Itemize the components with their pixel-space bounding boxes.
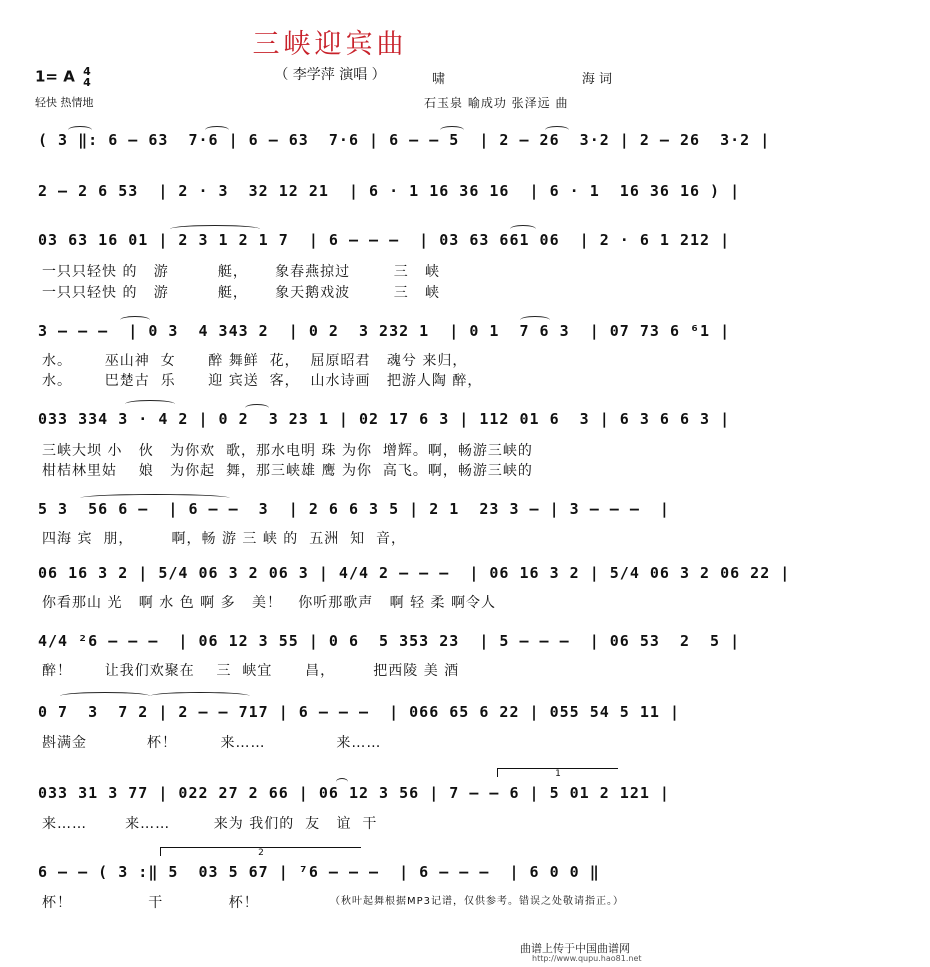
slur-mark bbox=[170, 225, 260, 233]
lyric-row-5a: 三峡大坝 小 伙 为你欢 歌，那水电明 珠 为你 增辉。啊，畅游三峡的 bbox=[42, 443, 533, 459]
slur-mark bbox=[520, 316, 550, 324]
footer-credit bbox=[520, 940, 642, 963]
tempo-marking: 轻快 热情地 bbox=[35, 96, 94, 109]
score-row-11: 6 – – ( 3 :‖ 5 03 5 67 | ⁷6 – – – | 6 – – – | 6 0 0 ‖ bbox=[38, 863, 600, 881]
score-row-3: 03 63 16 01 | 2 3 1 2 1 7 | 6 – – – | 03 63 661 06 | 2 · 6 1 212 | bbox=[38, 231, 731, 249]
score-row-8: 4/4 ²6 – – – | 06 12 3 55 | 0 6 5 353 23 | 5 – – – | 06 53 2 5 | bbox=[38, 632, 741, 650]
slur-mark bbox=[68, 126, 92, 134]
score-row-9: 0 7 3 7 2 | 2 – – 717 | 6 – – – | 066 65 6 22 | 055 54 5 11 | bbox=[38, 703, 680, 721]
time-signature bbox=[83, 66, 91, 88]
slur-mark bbox=[510, 225, 536, 233]
slur-mark bbox=[150, 692, 250, 700]
lyric-row-4a: 水。 巫山神 女 醉 舞鲜 花， 屈原昭君 魂兮 来归， bbox=[42, 353, 468, 369]
slur-mark bbox=[60, 692, 150, 700]
lyric-row-7: 你看那山 光 啊 水 色 啊 多 美！ 你听那歌声 啊 轻 柔 啊令人 bbox=[42, 595, 497, 611]
score-row-7: 06 16 3 2 | 5/4 06 3 2 06 3 | 4/4 2 – – – | 06 16 3 2 | 5/4 06 3 2 06 22 | bbox=[38, 564, 791, 582]
lyric-row-10: 来…… 来…… 来为 我们的 友 谊 干 bbox=[42, 816, 378, 832]
score-row-1: ( 3 ‖: 6 – 63 7·6 | 6 – 63 7·6 | 6 – – 5 | 2 – 26 3·2 | 2 – 26 3·2 | bbox=[38, 131, 771, 149]
slur-mark bbox=[205, 126, 229, 134]
score-row-6: 5 3 56 6 – | 6 – – 3 | 2 6 6 3 5 | 2 1 23 3 – | 3 – – – | bbox=[38, 500, 670, 518]
footer-line1: 曲谱上传于中国曲谱网 bbox=[520, 942, 630, 955]
score-row-10: 033 31 3 77 | 022 27 2 66 | 06 12 3 56 | 7 – – 6 | 5 01 2 121 | bbox=[38, 784, 670, 802]
singer-line: （ 李学萍 演唱 ） bbox=[274, 67, 386, 83]
score-row-4: 3 – – – | 0 3 4 343 2 | 0 2 3 232 1 | 0 1 7 6 3 | 07 73 6 ⁶1 | bbox=[38, 322, 731, 340]
transcription-note: （秋叶起舞根据MP3记谱，仅供参考。错误之处敬请指正。） bbox=[330, 896, 625, 907]
lyric-row-9: 斟满金 杯！ 来…… 来…… bbox=[42, 735, 382, 751]
composer-credit: 石玉泉 喻成功 张泽远 曲 bbox=[424, 96, 569, 110]
second-ending-bracket bbox=[160, 847, 361, 856]
first-ending-bracket bbox=[497, 768, 618, 777]
time-sig-top: 4 bbox=[83, 65, 91, 78]
footer-url[interactable]: http://www.qupu.hao81.net bbox=[532, 954, 642, 963]
lyric-row-6: 四海 宾 朋， 啊，畅 游 三 峡 的 五洲 知 音， bbox=[42, 531, 407, 547]
first-ending-number: 1 bbox=[555, 769, 561, 779]
slur-mark bbox=[545, 126, 569, 134]
lyric-row-3b: 一只只轻快 的 游 艇， 象天鹅戏波 三 峡 bbox=[42, 285, 441, 301]
key-label: 1= A bbox=[35, 67, 75, 86]
slur-mark bbox=[120, 316, 150, 324]
second-ending-number: 2 bbox=[258, 848, 264, 858]
time-sig-bottom: 4 bbox=[83, 76, 91, 89]
lyric-row-4b: 水。 巴楚古 乐 迎 宾送 客， 山水诗画 把游人陶 醉， bbox=[42, 373, 483, 389]
score-row-2: 2 – 2 6 53 | 2 · 3 32 12 21 | 6 · 1 16 36 16 | 6 · 1 16 36 16 ) | bbox=[38, 182, 741, 200]
lyric-row-5b: 柑桔林里姑 娘 为你起 舞，那三峡雄 鹰 为你 高飞。啊，畅游三峡的 bbox=[42, 463, 533, 479]
key-signature bbox=[35, 66, 91, 88]
lyricist-role: 海 词 bbox=[581, 72, 612, 87]
lyric-row-3a: 一只只轻快 的 游 艇， 象春燕掠过 三 峡 bbox=[42, 264, 441, 280]
lyricist-name: 啸 bbox=[432, 72, 446, 87]
slur-mark bbox=[80, 494, 230, 502]
lyricist-credit bbox=[432, 68, 612, 87]
slur-mark bbox=[440, 126, 464, 134]
lyric-row-8: 醉！ 让我们欢聚在 三 峡宜 昌， 把西陵 美 酒 bbox=[42, 663, 460, 679]
score-row-5: 033 334 3 · 4 2 | 0 2 3 23 1 | 02 17 6 3 | 112 01 6 3 | 6 3 6 6 3 | bbox=[38, 410, 731, 428]
slur-mark bbox=[245, 404, 269, 412]
slur-mark bbox=[125, 400, 175, 408]
slur-mark bbox=[336, 778, 348, 786]
song-title: 三峡迎宾曲 bbox=[252, 29, 408, 60]
lyric-row-11: 杯！ 干 杯！ bbox=[42, 895, 259, 911]
